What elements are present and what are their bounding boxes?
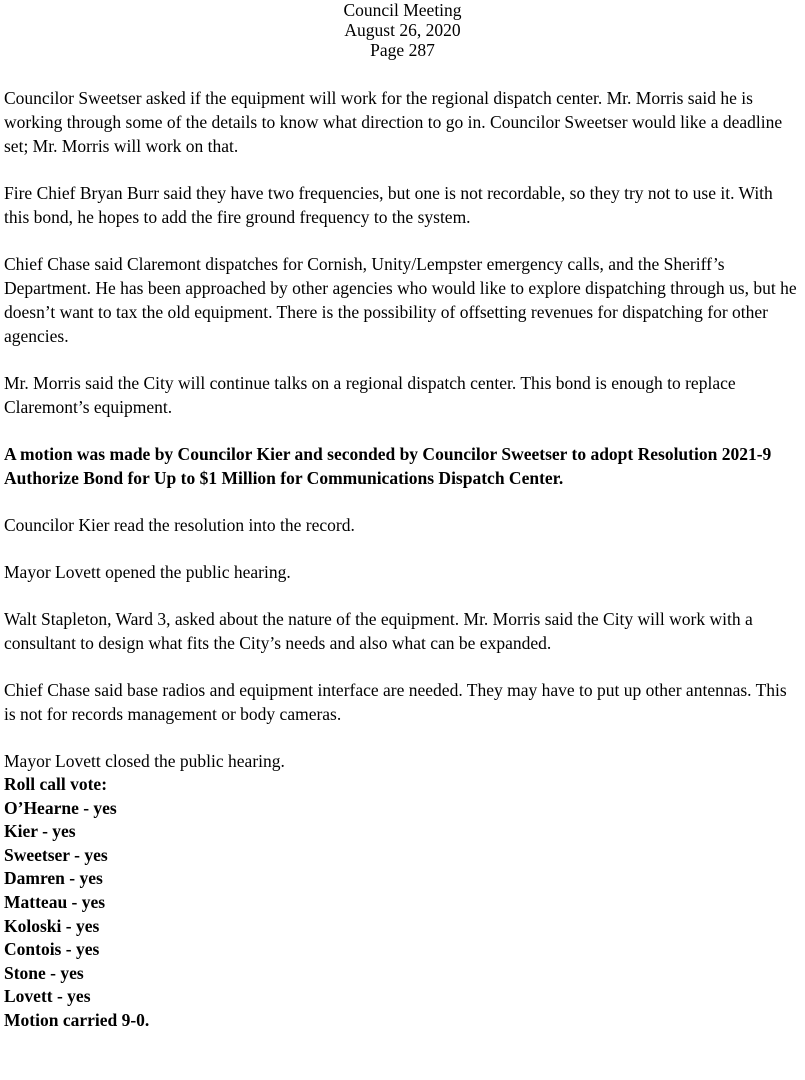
vote-item: Matteau - yes — [4, 891, 106, 912]
paragraph-hearing-closed: Mayor Lovett closed the public hearing. — [4, 751, 285, 771]
vote-item: Kier - yes — [4, 821, 76, 842]
paragraph-chief-chase-dispatch: Chief Chase said Claremont dispatches for Cornish, Unity/Lempster emergency calls, and the Sheriff’s Department. He has been approached by other agencies who would like to explore dispatching through us, but he doesn’t want to tax the old equipment. There is the possibility of offsetting revenues for dispatching for other agencies. — [4, 254, 797, 346]
motion-text: A motion was made by Councilor Kier and seconded by Councilor Sweetser to adopt Resolution 2021-9 Authorize Bond for Up to $1 Million for Communications Dispatch Center. — [4, 444, 772, 488]
paragraph-fire-chief: Fire Chief Bryan Burr said they have two frequencies, but one is not recordable, so they try not to use it. With this bond, he hopes to add the fire ground frequency to the system. — [4, 183, 773, 227]
paragraph-morris-regional: Mr. Morris said the City will continue talks on a regional dispatch center. This bond is enough to replace Claremont’s equipment. — [4, 373, 736, 417]
roll-call-heading: Roll call vote: — [4, 774, 108, 794]
paragraph-stapleton-question: Walt Stapleton, Ward 3, asked about the nature of the equipment. Mr. Morris said the City will work with a consultant to design what fits the City’s needs and also what can be expanded. — [4, 609, 753, 653]
vote-item: Stone - yes — [4, 962, 84, 983]
page-number: Page 287 — [370, 40, 435, 60]
paragraph-sweetser-question: Councilor Sweetser asked if the equipment will work for the regional dispatch center. Mr. Morris said he is working through some of the details to know what direction to go in. Councilor Sweetser would like a deadline set; Mr. Morris will work on that. — [4, 88, 783, 156]
paragraph-hearing-opened: Mayor Lovett opened the public hearing. — [4, 562, 291, 582]
vote-item: Lovett - yes — [4, 986, 91, 1007]
roll-call-list — [4, 773, 801, 1033]
paragraph-resolution-read: Councilor Kier read the resolution into the record. — [4, 515, 355, 535]
vote-item: Sweetser - yes — [4, 844, 108, 865]
paragraph-chief-chase-equipment: Chief Chase said base radios and equipment interface are needed. They may have to put up other antennas. This is not for records management or body cameras. — [4, 680, 787, 724]
vote-item: Koloski - yes — [4, 915, 100, 936]
vote-item: Damren - yes — [4, 868, 103, 889]
meeting-date: August 26, 2020 — [344, 20, 461, 40]
vote-item: O’Hearne - yes — [4, 797, 117, 818]
page-header — [4, 0, 801, 60]
meeting-title: Council Meeting — [343, 0, 462, 20]
document-page — [4, 0, 801, 1033]
vote-item: Contois - yes — [4, 939, 100, 960]
motion-result: Motion carried 9-0. — [4, 1009, 150, 1030]
